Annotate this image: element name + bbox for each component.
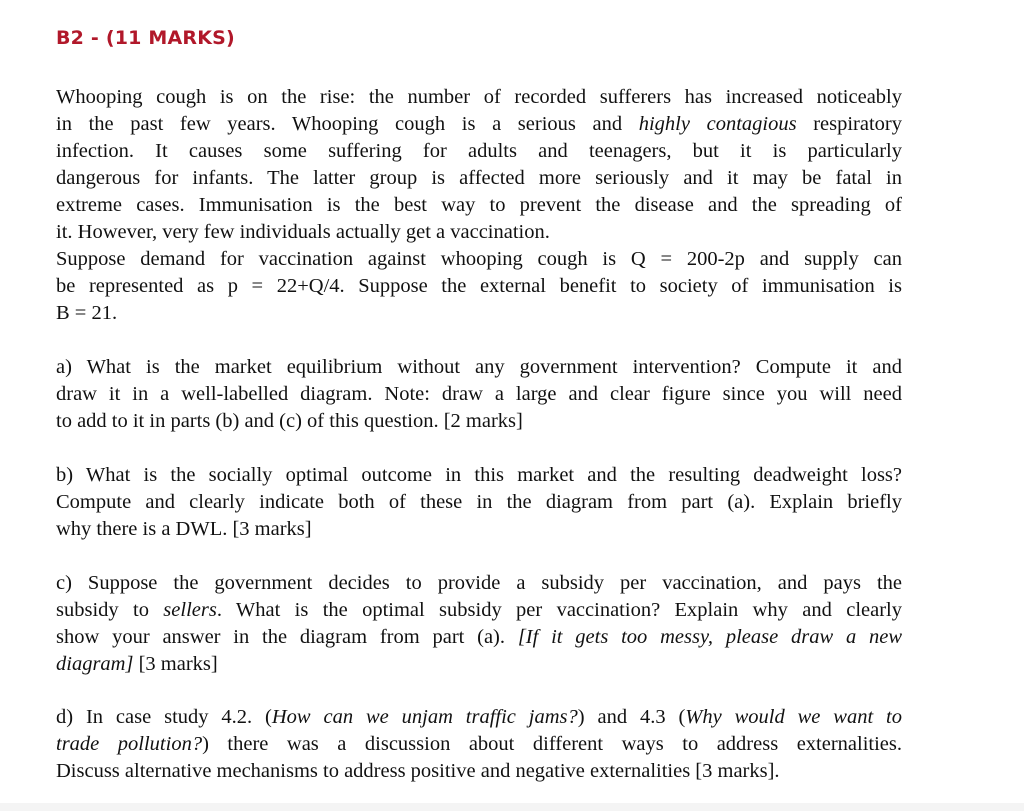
emphasis-text: sellers	[163, 599, 217, 621]
intro-line: it. However, very few individuals actually get a vaccination.	[56, 221, 550, 243]
emphasis-text: [If it gets too messy, please draw a new	[517, 626, 903, 648]
question-d-line: d) In case study 4.2. (How can we unjam traffic jams?) and 4.3 (Why would we want to	[56, 706, 902, 728]
question-b	[56, 462, 902, 543]
question-c-line: show your answer in the diagram from part (a). [If it gets too messy, please draw a new	[56, 626, 903, 648]
question-a-line: a) What is the market equilibrium without any government intervention? Compute it and	[56, 356, 902, 378]
question-a-line: to add to it in parts (b) and (c) of this question. [2 marks]	[56, 410, 523, 432]
question-heading: B2 - (11 MARKS)	[56, 27, 235, 49]
question-b-line: why there is a DWL. [3 marks]	[56, 518, 312, 540]
question-c-line: subsidy to sellers. What is the optimal subsidy per vaccination? Explain why and clearly	[56, 599, 902, 621]
intro-line: infection. It causes some suffering for adults and teenagers, but it is particularly	[56, 140, 902, 162]
question-d-line: Discuss alternative mechanisms to address positive and negative externalities [3 marks].	[56, 760, 780, 782]
question-b-line: Compute and clearly indicate both of these in the diagram from part (a). Explain briefly	[56, 491, 902, 513]
question-d	[56, 704, 902, 785]
intro-line: in the past few years. Whooping cough is a serious and highly contagious respiratory	[56, 113, 903, 135]
intro-line: extreme cases. Immunisation is the best way to prevent the disease and the spreading of	[56, 194, 902, 216]
question-c-line: c) Suppose the government decides to provide a subsidy per vaccination, and pays the	[56, 572, 902, 594]
emphasis-text: diagram]	[56, 653, 134, 675]
question-a	[56, 354, 902, 435]
intro-line: B = 21.	[56, 302, 118, 324]
intro-line: Suppose demand for vaccination against whooping cough is Q = 200-2p and supply can	[56, 248, 902, 270]
intro-paragraph	[56, 84, 902, 327]
intro-line: dangerous for infants. The latter group is affected more seriously and it may be fatal in	[56, 167, 902, 189]
question-a-line: draw it in a well-labelled diagram. Note: draw a large and clear figure since you will need	[56, 383, 902, 405]
question-d-line: trade pollution?) there was a discussion about different ways to address externalities.	[56, 733, 902, 755]
emphasis-text: Why would we want to	[685, 706, 902, 728]
emphasis-text: How can we unjam traffic jams?	[271, 706, 578, 728]
emphasis-text: trade pollution?	[56, 733, 203, 755]
question-b-line: b) What is the socially optimal outcome in this market and the resulting deadweight loss?	[56, 464, 902, 486]
question-c	[56, 570, 902, 678]
page-bottom-edge	[0, 803, 1024, 811]
emphasis-text: highly contagious	[638, 113, 797, 135]
intro-line: Whooping cough is on the rise: the number of recorded sufferers has increased noticeably	[56, 86, 902, 108]
question-c-line: diagram] [3 marks]	[56, 653, 218, 675]
intro-line: be represented as p = 22+Q/4. Suppose the external benefit to society of immunisation is	[56, 275, 902, 297]
